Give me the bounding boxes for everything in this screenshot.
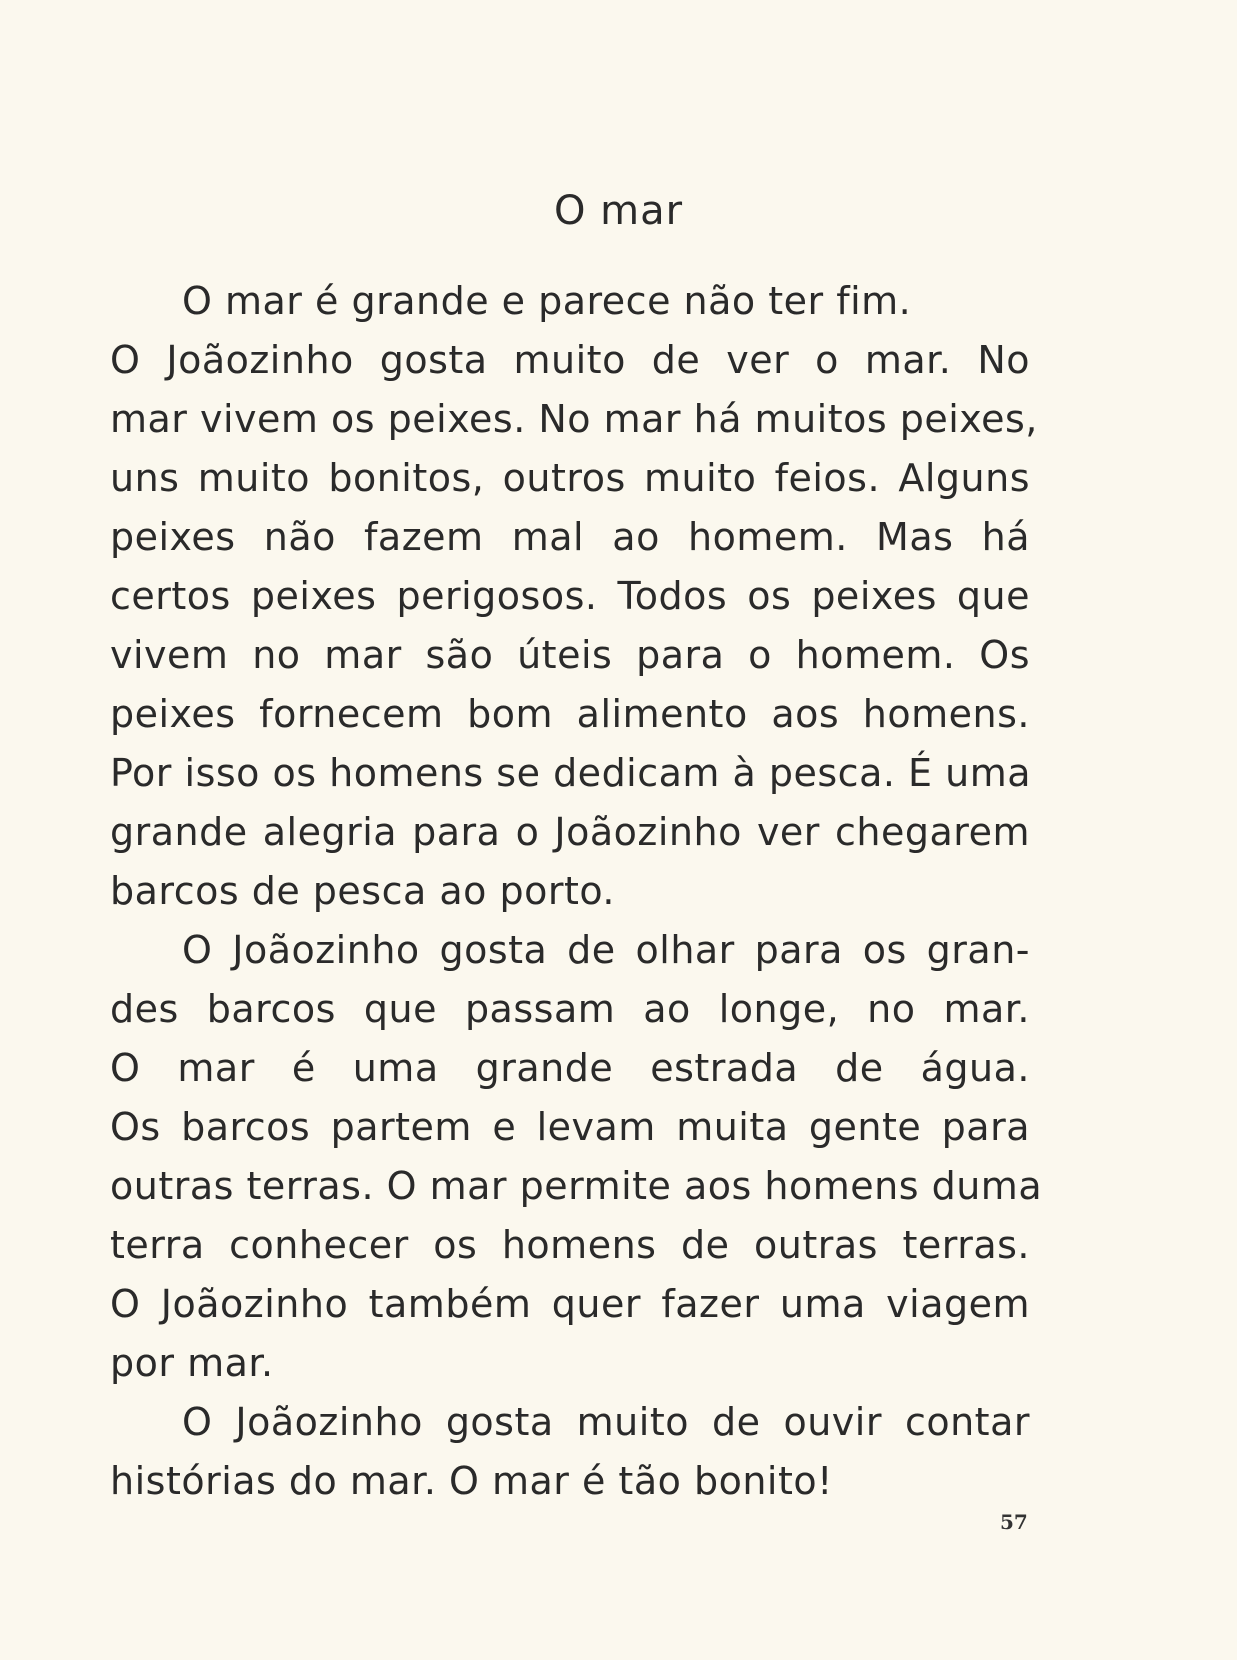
text-line: terra conhecer os homens de outras terras. [110, 1223, 1030, 1267]
text-line: Por isso os homens se dedicam à pesca. É uma [110, 751, 1031, 795]
text-line: peixes fornecem bom alimento aos homens. [110, 692, 1030, 736]
text-line: O mar é uma grande estrada de água. [110, 1046, 1030, 1090]
text-line: O Joãozinho gosta muito de ouvir contar [182, 1400, 1030, 1444]
story-text [110, 272, 1043, 1511]
text-line: por mar. [110, 1341, 274, 1385]
text-line: Os barcos partem e levam muita gente para [110, 1105, 1030, 1149]
text-line: vivem no mar são úteis para o homem. Os [110, 633, 1030, 677]
text-line: barcos de pesca ao porto. [110, 869, 616, 913]
text-line: des barcos que passam ao longe, no mar. [110, 987, 1030, 1031]
page-number: 57 [1000, 1510, 1028, 1534]
text-line: O mar é grande e parece não ter fim. [182, 279, 912, 323]
text-line: grande alegria para o Joãozinho ver chegarem [110, 810, 1030, 854]
text-line: O Joãozinho gosta de olhar para os gran- [182, 928, 1030, 972]
text-line: histórias do mar. O mar é tão bonito! [110, 1459, 833, 1503]
text-line: certos peixes perigosos. Todos os peixes que [110, 574, 1030, 618]
page-title: O mar [553, 188, 684, 234]
text-line: O Joãozinho também quer fazer uma viagem [110, 1282, 1030, 1326]
text-line: outras terras. O mar permite aos homens duma [110, 1164, 1043, 1208]
text-line: peixes não fazem mal ao homem. Mas há [110, 515, 1030, 559]
text-line: mar vivem os peixes. No mar há muitos peixes, [110, 397, 1038, 441]
text-line: uns muito bonitos, outros muito feios. Alguns [110, 456, 1030, 500]
text-line: O Joãozinho gosta muito de ver o mar. No [110, 338, 1030, 382]
